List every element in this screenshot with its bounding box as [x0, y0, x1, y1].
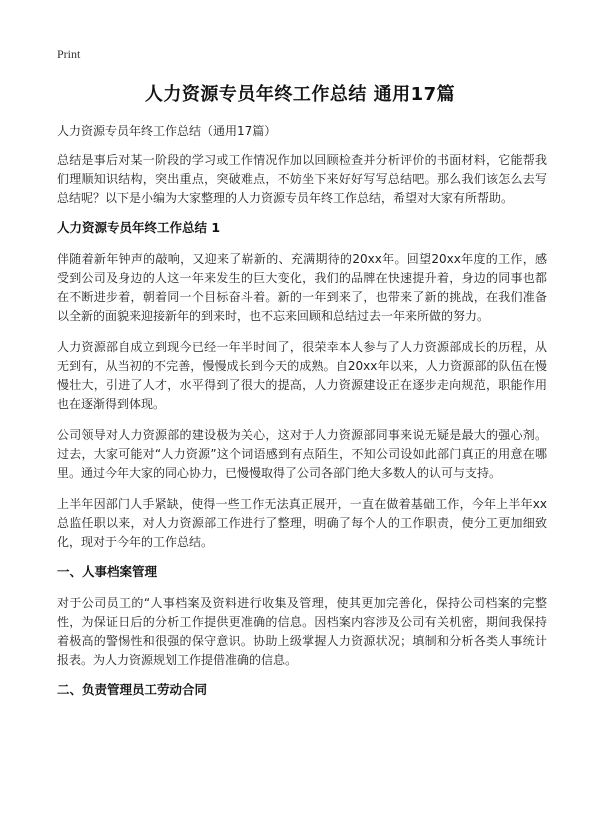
page-title: 人力资源专员年终工作总结 通用17篇 — [144, 84, 456, 105]
document-subtitle: 人力资源专员年终工作总结（通用17篇） — [57, 124, 277, 138]
body-paragraph: 伴随着新年钟声的敲响，又迎来了崭新的、充满期待的20xx年。回望20xx年度的工作，感受到公司及身边的人这一年来发生的巨大变化，我们的品牌在快速提升着，身边的同事也都在不断进步着，朝着同一个目标奋斗着。新的一年到来了，也带来了新的挑战，在我们准备以全新的面貌来迎接新年的到来时，也不忘来回顾和总结过去一年来所做的努力。 — [57, 252, 547, 323]
document-body — [57, 123, 547, 712]
section-heading-summary-1: 人力资源专员年终工作总结 1 — [57, 220, 221, 235]
print-link[interactable]: Print — [57, 47, 81, 61]
intro-paragraph: 总结是事后对某一阶段的学习或工作情况作加以回顾检查并分析评价的书面材料，它能帮我们理顺知识结构，突出重点，突破难点，不妨坐下来好好写写总结吧。那么我们该怎么去写总结呢？以下是小编为大家整理的人力资源专员年终工作总结，希望对大家有所帮助。 — [57, 153, 547, 205]
personnel-files-paragraph: 对于公司员工的“人事档案及资料进行收集及管理，使其更加完善化，保持公司档案的完整性，为保证日后的分析工作提供更准确的信息。因档案内容涉及公司有关机密，期间我保持着极高的警惕性和很强的保守意识。协助上级掌握人力资源状况；填制和分析各类人事统计报表。为人力资源规划工作提借准确的信息。 — [57, 596, 547, 667]
section-heading-labor-contracts: 二、负责管理员工劳动合同 — [57, 682, 208, 697]
body-paragraph: 公司领导对人力资源部的建设极为关心，这对于人力资源部同事来说无疑是最大的强心剂。过去，大家可能对“人力资源”这个词语感到有点陌生，不知公司设如此部门真正的用意在哪里。通过今年大家的同心协力，已慢慢取得了公司各部门绝大多数人的认可与支持。 — [57, 428, 547, 480]
body-paragraph: 上半年因部门人手紧缺，使得一些工作无法真正展开，一直在做着基础工作，今年上半年xx总监任职以来，对人力资源部工作进行了整理，明确了每个人的工作职责，使分工更加细致化，现对于今年的工作总结。 — [57, 497, 547, 549]
body-paragraph: 人力资源部自成立到现今已经一年半时间了，很荣幸本人参与了人力资源部成长的历程，从无到有，从当初的不完善，慢慢成长到今天的成熟。自20xx年以来，人力资源部的队伍在慢慢壮大，引进了人才，水平得到了很大的提高，人力资源建设正在逐步走向规范，职能作用也在逐渐得到体现。 — [57, 340, 547, 411]
section-heading-personnel-files: 一、人事档案管理 — [57, 564, 158, 579]
